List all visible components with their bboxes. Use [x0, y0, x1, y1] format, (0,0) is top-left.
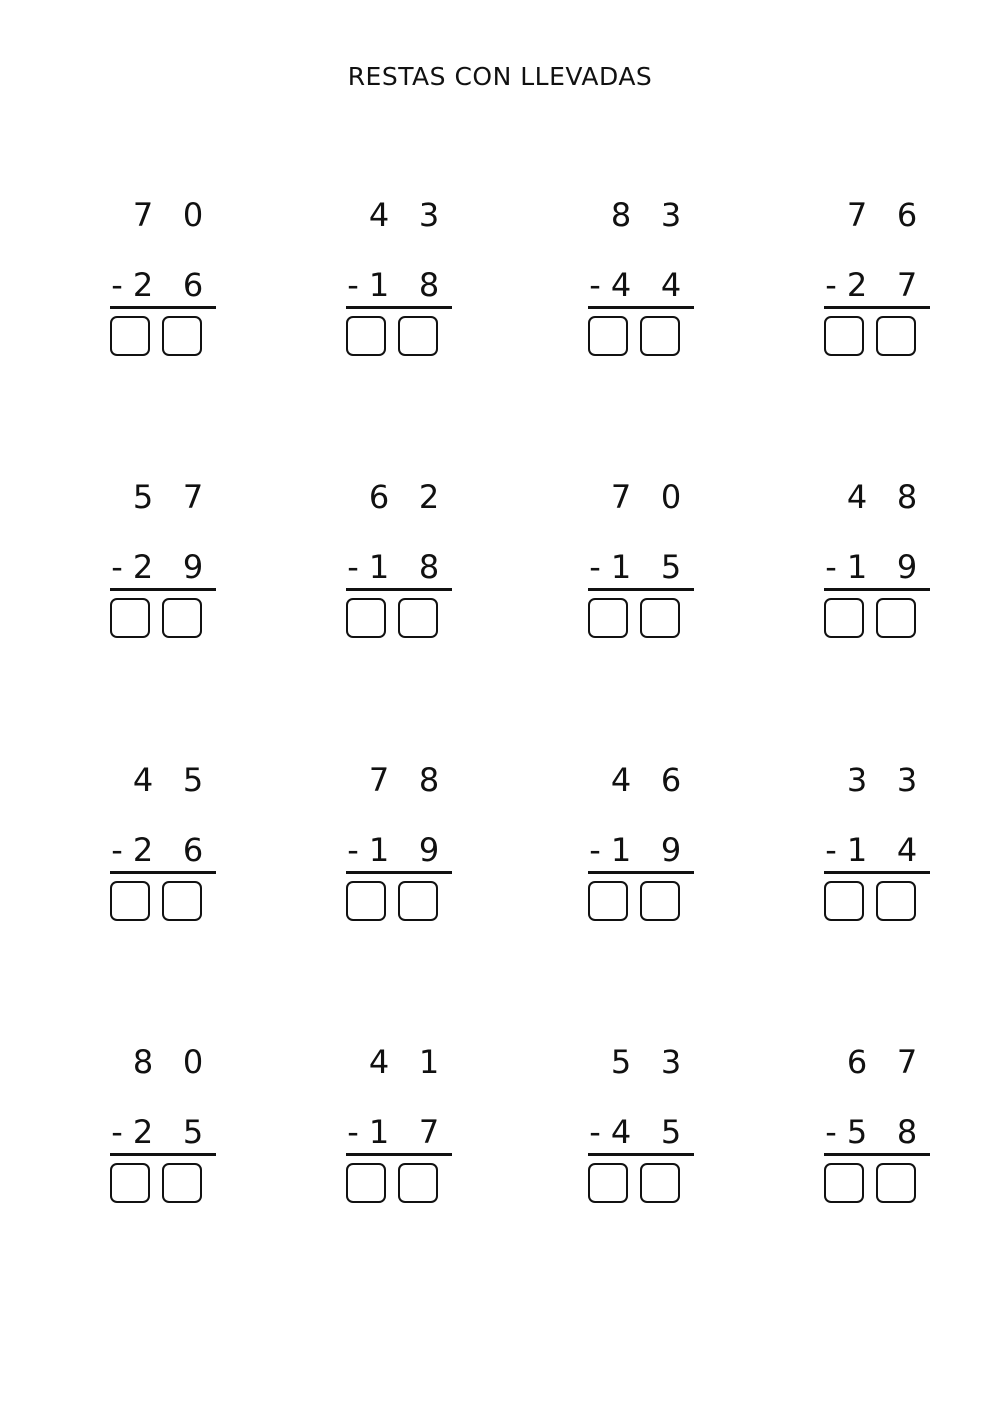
minuend — [824, 1042, 944, 1082]
answer-box-ones[interactable] — [398, 1163, 438, 1203]
minuend — [110, 477, 230, 517]
answer-box-ones[interactable] — [876, 598, 916, 638]
subtrahend-tens-digit: 1 — [610, 831, 632, 869]
subtrahend — [588, 1112, 708, 1152]
minuend-tens-digit: 5 — [132, 478, 154, 516]
result-line — [346, 871, 452, 874]
subtrahend — [110, 1112, 230, 1152]
answer-box-tens[interactable] — [824, 316, 864, 356]
subtraction-problem — [346, 760, 466, 930]
subtrahend-tens-digit: 1 — [368, 1113, 390, 1151]
subtrahend-ones-digit: 6 — [182, 831, 204, 869]
subtrahend-tens-digit: 5 — [846, 1113, 868, 1151]
answer-box-ones[interactable] — [876, 1163, 916, 1203]
result-line — [588, 588, 694, 591]
minuend-ones-digit: 2 — [418, 478, 440, 516]
subtraction-problem — [824, 1042, 944, 1212]
minuend — [588, 1042, 708, 1082]
worksheet-title: RESTAS CON LLEVADAS — [347, 62, 653, 91]
answer-box-tens[interactable] — [824, 598, 864, 638]
minuend-tens-digit: 7 — [610, 478, 632, 516]
minuend — [110, 760, 230, 800]
minuend-ones-digit: 3 — [660, 196, 682, 234]
subtrahend-ones-digit: 4 — [896, 831, 918, 869]
subtrahend-tens-digit: 2 — [132, 548, 154, 586]
answer-box-tens[interactable] — [346, 881, 386, 921]
subtraction-problem — [588, 195, 708, 365]
minuend — [588, 195, 708, 235]
subtrahend — [588, 547, 708, 587]
result-line — [346, 306, 452, 309]
subtrahend — [110, 830, 230, 870]
subtrahend-ones-digit: 9 — [182, 548, 204, 586]
subtrahend-tens-digit: 1 — [846, 548, 868, 586]
subtrahend — [824, 1112, 944, 1152]
minus-sign: - — [347, 831, 359, 869]
result-line — [110, 1153, 216, 1156]
answer-box-tens[interactable] — [110, 881, 150, 921]
answer-box-ones[interactable] — [640, 598, 680, 638]
subtraction-problem — [824, 477, 944, 647]
answer-box-ones[interactable] — [162, 1163, 202, 1203]
subtraction-problem — [110, 760, 230, 930]
minuend-ones-digit: 6 — [660, 761, 682, 799]
minuend-ones-digit: 0 — [660, 478, 682, 516]
answer-box-tens[interactable] — [588, 1163, 628, 1203]
subtraction-problem — [824, 760, 944, 930]
minuend-tens-digit: 8 — [132, 1043, 154, 1081]
result-line — [110, 871, 216, 874]
result-line — [824, 306, 930, 309]
answer-box-tens[interactable] — [346, 1163, 386, 1203]
minuend-tens-digit: 4 — [132, 761, 154, 799]
minuend-ones-digit: 3 — [896, 761, 918, 799]
minuend-ones-digit: 0 — [182, 196, 204, 234]
subtrahend-tens-digit: 1 — [368, 548, 390, 586]
subtrahend-tens-digit: 1 — [368, 831, 390, 869]
subtrahend-ones-digit: 5 — [660, 548, 682, 586]
answer-box-ones[interactable] — [398, 316, 438, 356]
subtrahend — [824, 265, 944, 305]
answer-box-tens[interactable] — [346, 316, 386, 356]
answer-box-tens[interactable] — [588, 881, 628, 921]
subtrahend — [824, 830, 944, 870]
minuend-tens-digit: 4 — [610, 761, 632, 799]
subtrahend — [346, 830, 466, 870]
subtrahend-tens-digit: 1 — [846, 831, 868, 869]
minuend — [824, 477, 944, 517]
minuend-tens-digit: 7 — [132, 196, 154, 234]
answer-box-ones[interactable] — [162, 316, 202, 356]
result-line — [110, 306, 216, 309]
minuend-tens-digit: 7 — [846, 196, 868, 234]
minuend-tens-digit: 4 — [368, 1043, 390, 1081]
minuend-tens-digit: 6 — [368, 478, 390, 516]
minus-sign: - — [347, 1113, 359, 1151]
subtrahend-ones-digit: 8 — [896, 1113, 918, 1151]
subtrahend-ones-digit: 5 — [660, 1113, 682, 1151]
result-line — [588, 871, 694, 874]
subtraction-problem — [588, 760, 708, 930]
answer-box-tens[interactable] — [824, 881, 864, 921]
minuend — [110, 195, 230, 235]
subtrahend — [588, 830, 708, 870]
minuend — [824, 195, 944, 235]
subtrahend — [346, 1112, 466, 1152]
minuend-ones-digit: 6 — [896, 196, 918, 234]
subtrahend-tens-digit: 1 — [610, 548, 632, 586]
minuend — [824, 760, 944, 800]
result-line — [588, 1153, 694, 1156]
minuend-ones-digit: 8 — [896, 478, 918, 516]
subtrahend-ones-digit: 9 — [418, 831, 440, 869]
minus-sign: - — [825, 1113, 837, 1151]
minuend — [346, 760, 466, 800]
minuend — [110, 1042, 230, 1082]
minus-sign: - — [111, 1113, 123, 1151]
answer-box-tens[interactable] — [110, 598, 150, 638]
subtrahend-ones-digit: 8 — [418, 266, 440, 304]
minuend-tens-digit: 4 — [368, 196, 390, 234]
subtrahend — [588, 265, 708, 305]
minuend-ones-digit: 7 — [896, 1043, 918, 1081]
answer-box-ones[interactable] — [640, 1163, 680, 1203]
answer-box-ones[interactable] — [162, 881, 202, 921]
subtrahend-ones-digit: 5 — [182, 1113, 204, 1151]
subtrahend-tens-digit: 4 — [610, 1113, 632, 1151]
minus-sign: - — [825, 266, 837, 304]
minus-sign: - — [111, 266, 123, 304]
subtraction-problem — [110, 1042, 230, 1212]
subtrahend-ones-digit: 9 — [660, 831, 682, 869]
minus-sign: - — [347, 266, 359, 304]
subtrahend-ones-digit: 7 — [896, 266, 918, 304]
answer-box-ones[interactable] — [876, 881, 916, 921]
subtrahend-ones-digit: 8 — [418, 548, 440, 586]
minus-sign: - — [111, 831, 123, 869]
subtrahend — [110, 265, 230, 305]
subtrahend-tens-digit: 2 — [132, 266, 154, 304]
minuend-tens-digit: 5 — [610, 1043, 632, 1081]
minuend-ones-digit: 3 — [660, 1043, 682, 1081]
minus-sign: - — [589, 266, 601, 304]
subtraction-problem — [346, 477, 466, 647]
subtrahend-tens-digit: 2 — [846, 266, 868, 304]
answer-box-tens[interactable] — [110, 316, 150, 356]
subtrahend-ones-digit: 6 — [182, 266, 204, 304]
subtrahend-tens-digit: 4 — [610, 266, 632, 304]
subtrahend-ones-digit: 9 — [896, 548, 918, 586]
subtrahend — [110, 547, 230, 587]
minus-sign: - — [589, 1113, 601, 1151]
subtrahend-tens-digit: 2 — [132, 1113, 154, 1151]
minuend — [346, 1042, 466, 1082]
answer-box-ones[interactable] — [876, 316, 916, 356]
minuend-tens-digit: 7 — [368, 761, 390, 799]
answer-box-ones[interactable] — [398, 881, 438, 921]
minuend-ones-digit: 7 — [182, 478, 204, 516]
subtraction-problem — [588, 477, 708, 647]
result-line — [824, 1153, 930, 1156]
subtrahend-tens-digit: 1 — [368, 266, 390, 304]
result-line — [110, 588, 216, 591]
minus-sign: - — [347, 548, 359, 586]
subtraction-problem — [346, 1042, 466, 1212]
answer-box-ones[interactable] — [398, 598, 438, 638]
subtrahend-tens-digit: 2 — [132, 831, 154, 869]
result-line — [824, 871, 930, 874]
answer-box-tens[interactable] — [346, 598, 386, 638]
result-line — [346, 588, 452, 591]
minus-sign: - — [825, 548, 837, 586]
minus-sign: - — [589, 831, 601, 869]
subtrahend — [346, 547, 466, 587]
answer-box-tens[interactable] — [588, 598, 628, 638]
minuend — [346, 195, 466, 235]
subtrahend — [346, 265, 466, 305]
minuend-ones-digit: 0 — [182, 1043, 204, 1081]
subtraction-problem — [824, 195, 944, 365]
answer-box-tens[interactable] — [110, 1163, 150, 1203]
subtraction-problem — [110, 195, 230, 365]
answer-box-tens[interactable] — [588, 316, 628, 356]
answer-box-ones[interactable] — [162, 598, 202, 638]
answer-box-ones[interactable] — [640, 881, 680, 921]
answer-box-ones[interactable] — [640, 316, 680, 356]
minuend-ones-digit: 5 — [182, 761, 204, 799]
answer-box-tens[interactable] — [824, 1163, 864, 1203]
subtraction-problem — [110, 477, 230, 647]
minuend — [346, 477, 466, 517]
minuend-ones-digit: 8 — [418, 761, 440, 799]
subtrahend — [824, 547, 944, 587]
minuend-tens-digit: 6 — [846, 1043, 868, 1081]
subtraction-problem — [588, 1042, 708, 1212]
minuend — [588, 477, 708, 517]
minuend-tens-digit: 3 — [846, 761, 868, 799]
result-line — [588, 306, 694, 309]
subtrahend-ones-digit: 4 — [660, 266, 682, 304]
result-line — [346, 1153, 452, 1156]
minus-sign: - — [111, 548, 123, 586]
minus-sign: - — [825, 831, 837, 869]
subtrahend-ones-digit: 7 — [418, 1113, 440, 1151]
minuend-tens-digit: 8 — [610, 196, 632, 234]
minus-sign: - — [589, 548, 601, 586]
minuend-tens-digit: 4 — [846, 478, 868, 516]
minuend — [588, 760, 708, 800]
minuend-ones-digit: 1 — [418, 1043, 440, 1081]
minuend-ones-digit: 3 — [418, 196, 440, 234]
result-line — [824, 588, 930, 591]
subtraction-problem — [346, 195, 466, 365]
